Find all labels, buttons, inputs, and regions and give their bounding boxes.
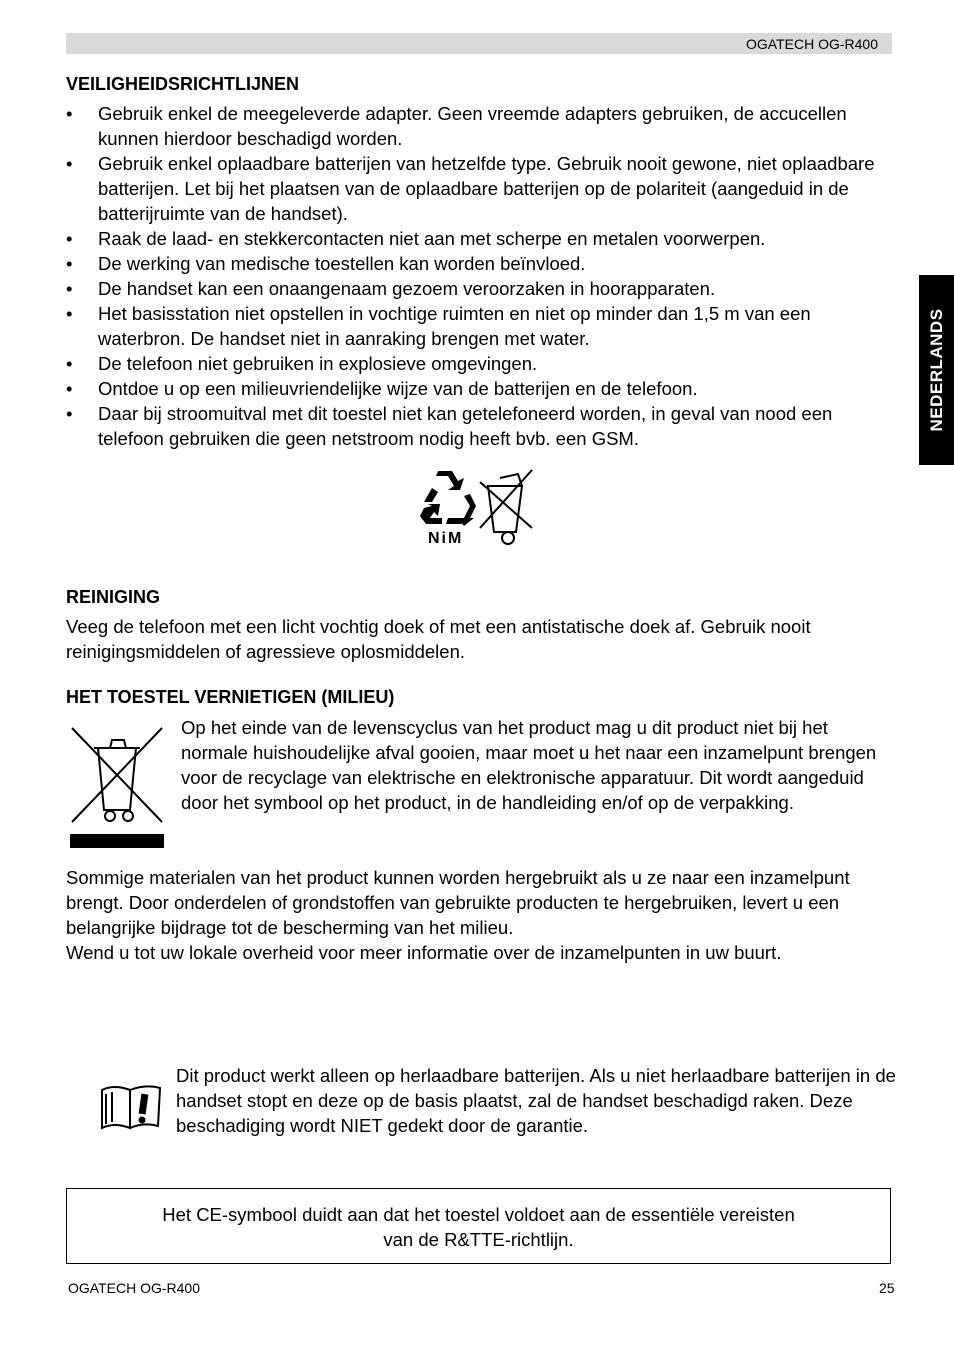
manual-warning-icon bbox=[98, 1080, 164, 1132]
ce-line-2: van de R&TTE-richtlijn. bbox=[383, 1229, 574, 1250]
recycle-nim-symbol bbox=[418, 468, 538, 550]
cleaning-text: Veeg de telefoon met een licht vochtig doek of met een antistatische doek af. Gebruik nooit reinigingsmiddelen of agressieve oplosmiddelen. bbox=[66, 616, 811, 662]
list-item: • De handset kan een onaangenaam gezoem veroorzaken in hoorapparaten. bbox=[66, 278, 716, 299]
ce-line-1: Het CE-symbool duidt aan dat het toestel voldoet aan de essentiële vereisten bbox=[162, 1204, 795, 1225]
crossed-bin-icon bbox=[68, 724, 166, 850]
list-item: • Daar bij stroomuitval met dit toestel niet kan getelefoneerd worden, in geval van nood een telefoon gebruiken die geen netstroom nodig heeft bvb. een GSM. bbox=[66, 403, 833, 449]
battery-warning-text: Dit product werkt alleen op herlaadbare batterijen. Als u niet herlaadbare batterijen in de handset stopt en deze op de basis plaatst, zal de handset beschadigd raken. Deze beschadiging wordt NIET gedekt door de garantie. bbox=[176, 1065, 896, 1136]
page-header-bar bbox=[66, 33, 892, 54]
page-number: 25 bbox=[879, 1280, 895, 1296]
footer-model: OGATECH OG-R400 bbox=[68, 1280, 200, 1296]
recycle-icon bbox=[418, 468, 538, 550]
disposal-text-reuse bbox=[66, 865, 892, 965]
weee-symbol bbox=[68, 724, 166, 850]
manual-warning-symbol bbox=[98, 1080, 164, 1132]
disposal-text: Op het einde van de levenscyclus van het product mag u dit product niet bij het normale huishoudelijke afval gooien, maar moet u het naar een inzamelpunt brengen voor de recyclage van elektrische en elektronische apparatuur. Dit wordt aangeduid door het symbool op het product, in de handleiding en/of op de verpakking. bbox=[181, 717, 877, 813]
ce-notice-box bbox=[66, 1188, 891, 1264]
list-item: • Raak de laad- en stekkercontacten niet aan met scherpe en metalen voorwerpen. bbox=[66, 228, 766, 249]
language-tab-label: NEDERLANDS bbox=[926, 308, 946, 432]
list-item: • Het basisstation niet opstellen in vochtige ruimten en niet op minder dan 1,5 m van een waterbron. De handset niet in aanraking brengen met water. bbox=[66, 303, 811, 349]
list-item: • De werking van medische toestellen kan worden beïnvloed. bbox=[66, 253, 586, 274]
language-tab bbox=[919, 275, 954, 465]
nim-label: NiM bbox=[428, 530, 464, 547]
ce-notice-text bbox=[67, 1202, 890, 1252]
disposal-heading: HET TOESTEL VERNIETIGEN (MILIEU) bbox=[66, 687, 395, 707]
contact-paragraph: Wend u tot uw lokale overheid voor meer informatie over de inzamelpunten in uw buurt. bbox=[66, 942, 782, 963]
list-item: • De telefoon niet gebruiken in explosieve omgevingen. bbox=[66, 353, 538, 374]
cleaning-heading: REINIGING bbox=[66, 587, 161, 607]
list-item: • Ontdoe u op een milieuvriendelijke wijze van de batterijen en de telefoon. bbox=[66, 378, 698, 399]
safety-list bbox=[66, 101, 892, 451]
list-item: • Gebruik enkel oplaadbare batterijen van hetzelfde type. Gebruik nooit gewone, niet oplaadbare batterijen. Let bij het plaatsen van de oplaadbare batterijen op de polariteit (aangeduid in de batterijruimte van de handset). bbox=[66, 153, 875, 224]
safety-heading: VEILIGHEIDSRICHTLIJNEN bbox=[66, 74, 300, 94]
reuse-paragraph: Sommige materialen van het product kunnen worden hergebruikt als u ze naar een inzamelpunt brengt. Door onderdelen of grondstoffen van gebruikte producten te hergebruiken, levert u een belangrijke bijdrage tot de bescherming van het milieu. bbox=[66, 867, 850, 938]
header-model: OGATECH OG-R400 bbox=[746, 36, 878, 52]
list-item: • Gebruik enkel de meegeleverde adapter. Geen vreemde adapters gebruiken, de accucellen kunnen hierdoor beschadigd worden. bbox=[66, 103, 847, 149]
